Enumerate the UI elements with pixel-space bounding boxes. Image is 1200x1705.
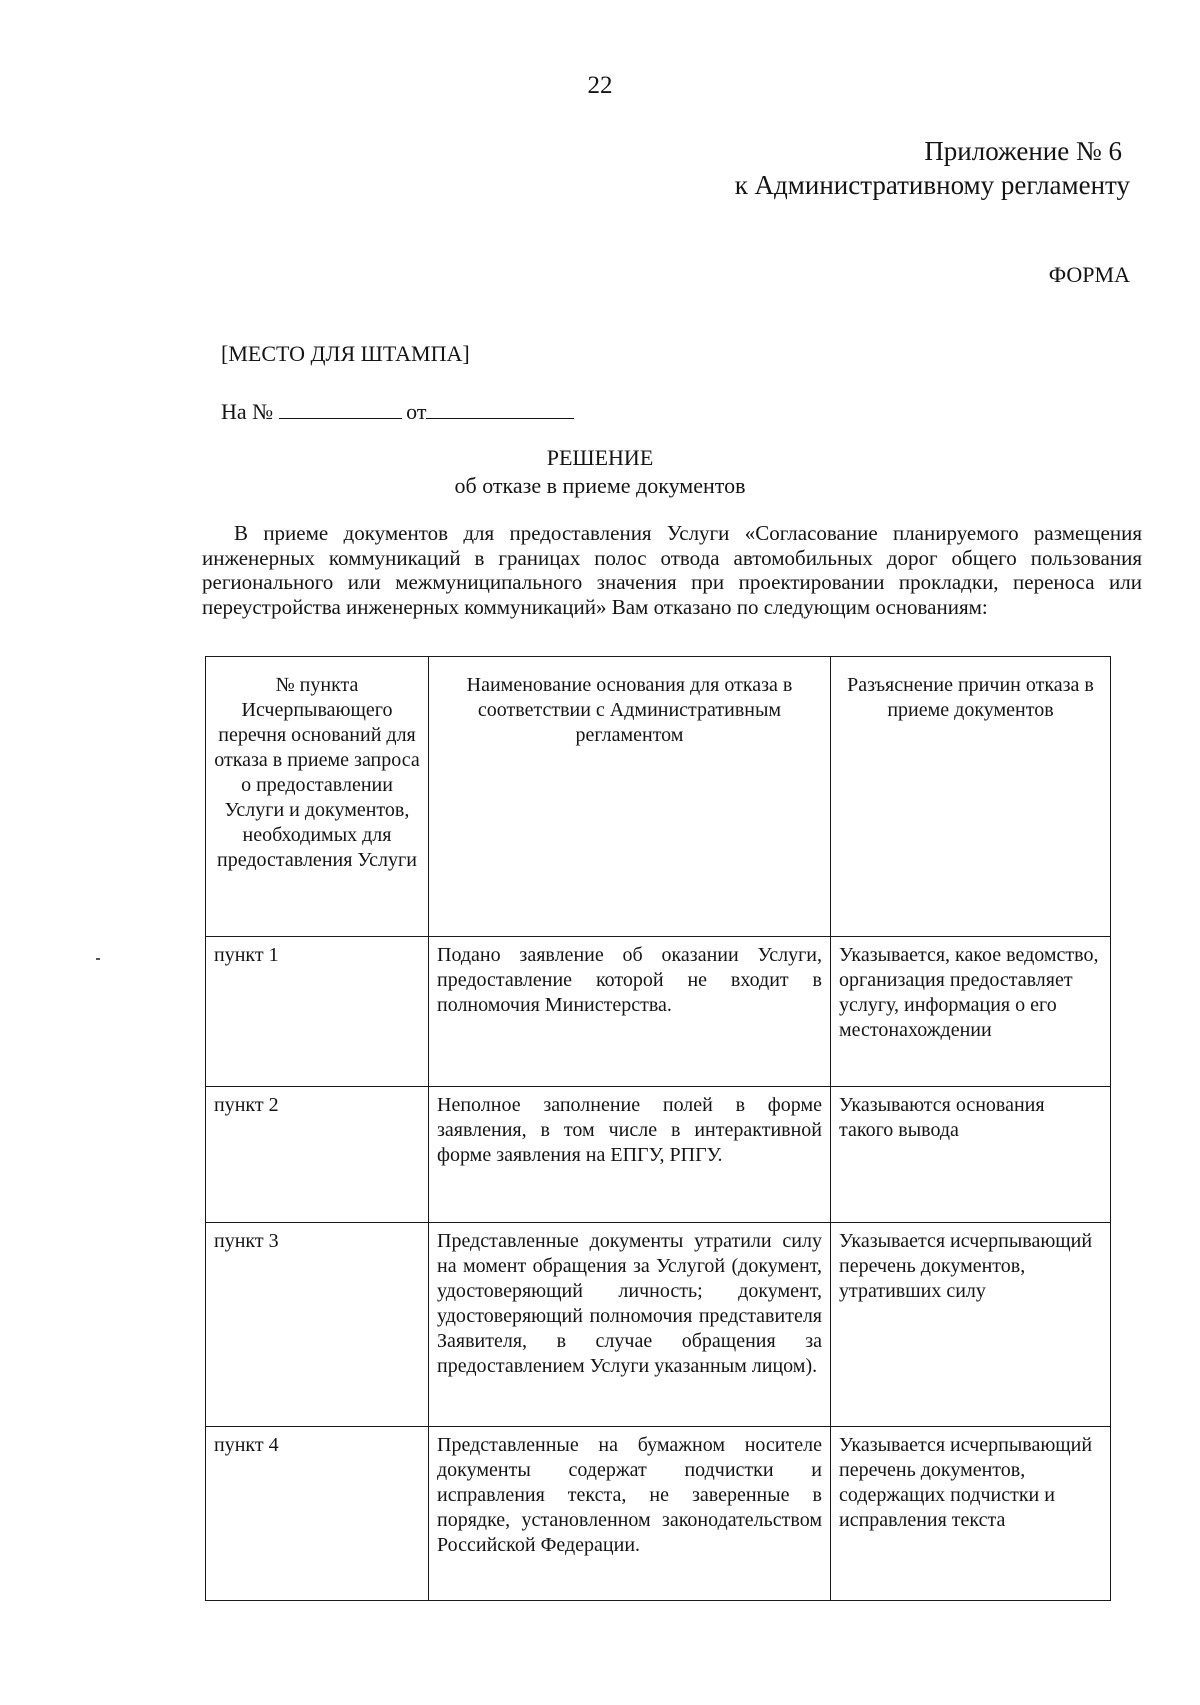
header-reason-name: Наименование основания для отказа в соответствии с Административным регламентом xyxy=(429,657,831,937)
intro-paragraph: В приеме документов для предоставления Услуги «Согласование планируемого размещения инженерных коммуникаций в границах полос отвода автомобильных дорог общего пользования регионального или межмуниципального значения при проектировании прокладки, переноса или переустройства инженерных коммуникаций» Вам отказано по следующим основаниям: xyxy=(202,521,1142,619)
point-cell: пункт 2 xyxy=(206,1087,429,1223)
header-explanation: Разъяснение причин отказа в приеме документов xyxy=(831,657,1111,937)
point-cell: пункт 3 xyxy=(206,1223,429,1427)
decision-heading xyxy=(0,444,1200,500)
decision-subtitle: об отказе в приеме документов xyxy=(454,473,746,498)
explanation-cell: Указывается исчерпывающий перечень документов, содержащих подчистки и исправления текста xyxy=(831,1427,1111,1601)
stamp-placeholder: [МЕСТО ДЛЯ ШТАМПА] xyxy=(221,341,470,366)
explanation-cell: Указывается, какое ведомство, организация предоставляет услугу, информация о его местонахождении xyxy=(831,937,1111,1087)
explanation-cell: Указываются основания такого вывода xyxy=(831,1087,1111,1223)
table-row xyxy=(206,937,1111,1087)
page-number: 22 xyxy=(587,72,613,99)
reference-date-blank xyxy=(426,396,574,419)
appendix-title: Приложение № 6 xyxy=(924,136,1122,166)
decision-title: РЕШЕНИЕ xyxy=(546,445,654,470)
point-cell: пункт 4 xyxy=(206,1427,429,1601)
reference-number-blank xyxy=(279,396,402,419)
table-row xyxy=(206,1087,1111,1223)
appendix-header xyxy=(734,134,1130,202)
reference-line xyxy=(221,396,574,425)
reason-cell: Неполное заполнение полей в форме заявления, в том числе в интерактивной форме заявления на ЕПГУ, РПГУ. xyxy=(429,1087,831,1223)
explanation-cell: Указывается исчерпывающий перечень документов, утративших силу xyxy=(831,1223,1111,1427)
appendix-subtitle: к Административному регламенту xyxy=(734,170,1130,200)
reason-cell: Представленные документы утратили силу на момент обращения за Услугой (документ, удостоверяющий личность; документ, удостоверяющий полномочия представителя Заявителя, в случае обращения за предоставлением Услуги указанным лицом). xyxy=(429,1223,831,1427)
reason-cell: Представленные на бумажном носителе документы содержат подчистки и исправления текста, не заверенные в порядке, установленном законодательством Российской Федерации. xyxy=(429,1427,831,1601)
table-row xyxy=(206,1427,1111,1601)
table-row xyxy=(206,1223,1111,1427)
reason-cell: Подано заявление об оказании Услуги, предоставление которой не входит в полномочия Министерства. xyxy=(429,937,831,1087)
header-point-number: № пункта Исчерпывающего перечня оснований для отказа в приеме запроса о предоставлении Услуги и документов, необходимых для предоставления Услуги xyxy=(206,657,429,937)
form-label: ФОРМА xyxy=(1048,262,1130,287)
table-header-row xyxy=(206,657,1111,937)
point-cell: пункт 1 xyxy=(206,937,429,1087)
reference-date-label: от xyxy=(406,399,427,424)
reference-number-label: На № xyxy=(221,399,274,424)
refusal-reasons-table xyxy=(205,656,1111,1601)
scan-mark xyxy=(96,958,100,960)
